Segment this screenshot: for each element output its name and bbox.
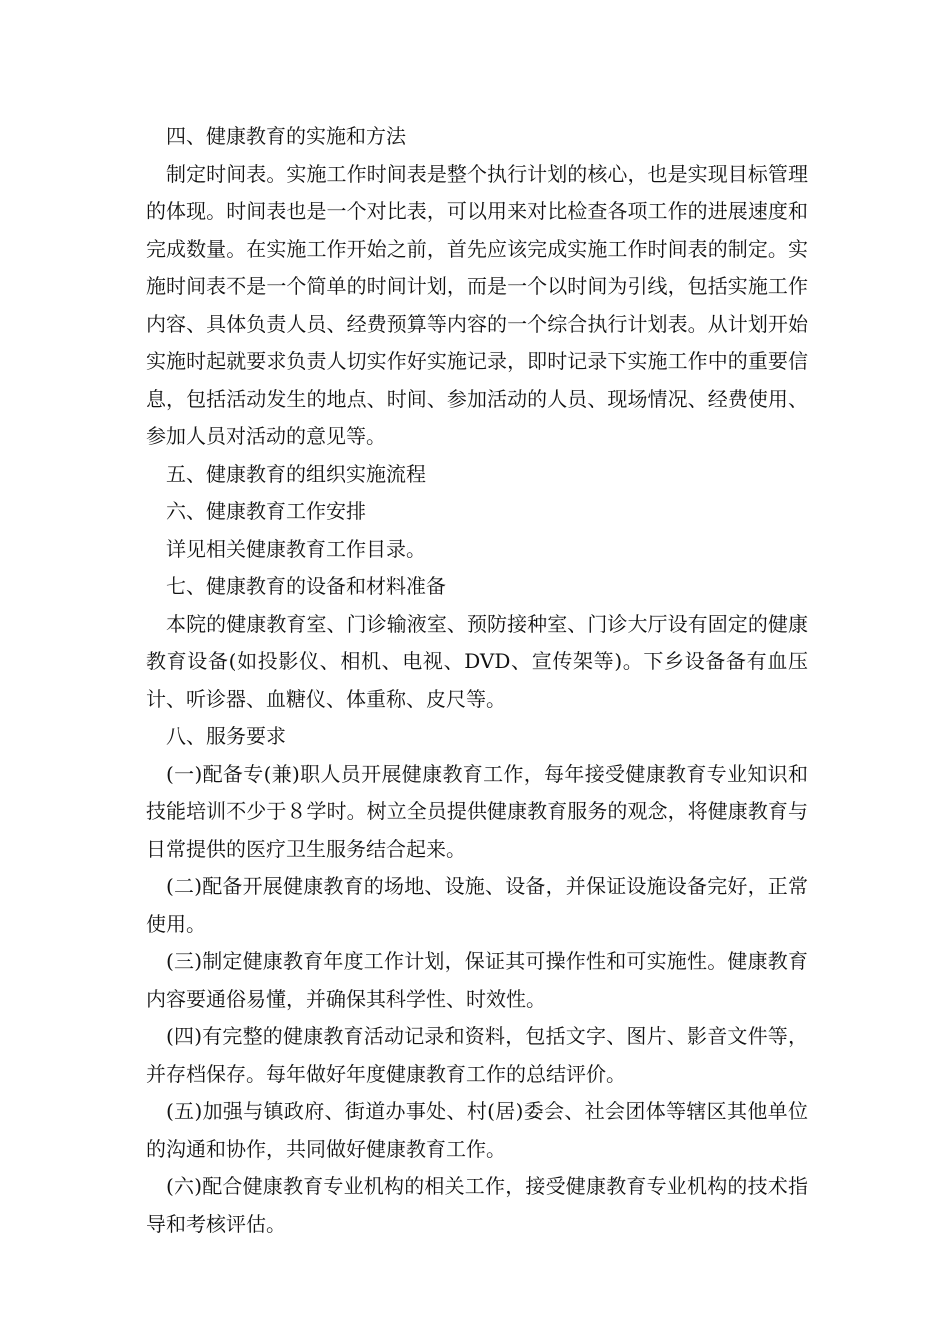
section-heading-7: 七、健康教育的设备和材料准备 — [166, 574, 446, 598]
requirement-item-5: (五)加强与镇政府、街道办事处、村(居)委会、社会团体等辖区其他单位的沟通和协作，共同做好健康教育工作。 — [146, 1099, 808, 1161]
section-heading-8: 八、服务要求 — [166, 724, 286, 748]
document-body — [146, 118, 808, 1243]
section-heading-6: 六、健康教育工作安排 — [166, 499, 366, 523]
paragraph-equipment: 本院的健康教育室、门诊输液室、预防接种室、门诊大厅设有固定的健康教育设备(如投影仪、相机、电视、DVD、宣传架等)。下乡设备备有血压计、听诊器、血糖仪、体重称、皮尺等。 — [146, 611, 808, 711]
requirement-item-1: (一)配备专(兼)职人员开展健康教育工作，每年接受健康教育专业知识和技能培训不少于８学时。树立全员提供健康教育服务的观念，将健康教育与日常提供的医疗卫生服务结合起来。 — [146, 761, 808, 861]
section-heading-4: 四、健康教育的实施和方法 — [166, 124, 406, 148]
paragraph-work-directory: 详见相关健康教育工作目录。 — [166, 536, 426, 561]
section-heading-5: 五、健康教育的组织实施流程 — [166, 461, 426, 486]
requirement-item-4: (四)有完整的健康教育活动记录和资料，包括文字、图片、影音文件等，并存档保存。每年做好年度健康教育工作的总结评价。 — [146, 1024, 808, 1086]
requirement-item-3: (三)制定健康教育年度工作计划，保证其可操作性和可实施性。健康教育内容要通俗易懂，并确保其科学性、时效性。 — [146, 949, 808, 1011]
paragraph-schedule: 制定时间表。实施工作时间表是整个执行计划的核心，也是实现目标管理的体现。时间表也是一个对比表，可以用来对比检查各项工作的进展速度和完成数量。在实施工作开始之前，首先应该完成实施工作时间表的制定。实施时间表不是一个简单的时间计划，而是一个以时间为引线，包括实施工作内容、具体负责人员、经费预算等内容的一个综合执行计划表。从计划开始实施时起就要求负责人切实作好实施记录，即时记录下实施工作中的重要信息，包括活动发生的地点、时间、参加活动的人员、现场情况、经费使用、参加人员对活动的意见等。 — [146, 161, 808, 448]
requirement-item-6: (六)配合健康教育专业机构的相关工作，接受健康教育专业机构的技术指导和考核评估。 — [146, 1174, 808, 1236]
requirement-item-2: (二)配备开展健康教育的场地、设施、设备，并保证设施设备完好，正常使用。 — [146, 874, 808, 936]
